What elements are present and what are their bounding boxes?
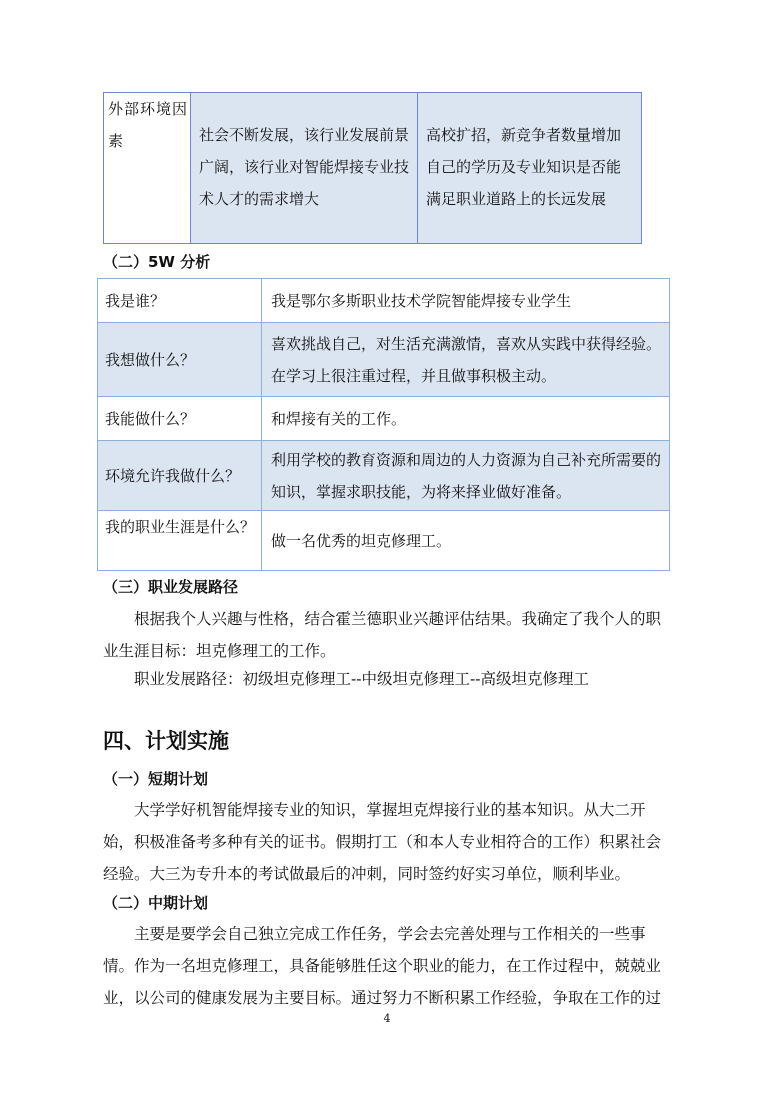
answer-cell: 我是鄂尔多斯职业技术学院智能焊接专业学生 (262, 279, 670, 323)
table-cell: 社会不断发展，该行业发展前景广阔，该行业对智能焊接专业技术人才的需求增大 (191, 93, 418, 244)
environment-table (103, 92, 642, 244)
table-row (104, 93, 642, 244)
section-heading-5w: （二）5W 分析 (103, 253, 211, 271)
table-row (98, 279, 670, 323)
question-cell: 环境允许我做什么？ (98, 441, 262, 511)
5w-analysis-table (97, 278, 670, 571)
section-heading-short: （一）短期计划 (103, 770, 209, 788)
question-cell: 我是谁？ (98, 279, 262, 323)
table-row (98, 323, 670, 397)
question-cell: 我想做什么？ (98, 323, 262, 397)
paragraph: 大学学好机智能焊接专业的知识，掌握坦克焊接行业的基本知识。从大二开始，积极准备考多种有关的证书。假期打工（和本人专业相符合的工作）积累社会经验。大三为专升本的考试做最后的冲刺，同时签约好实习单位，顺利毕业。 (103, 801, 662, 883)
section-heading-mid: （二）中期计划 (103, 894, 209, 912)
table-cell: 高校扩招，新竞争者数量增加自己的学历及专业知识是否能满足职业道路上的长远发展 (418, 93, 642, 244)
question-cell: 我的职业生涯是什么？ (98, 511, 262, 571)
row-label: 外部环境因素 (104, 93, 191, 244)
table-row (98, 511, 670, 571)
question-cell: 我能做什么？ (98, 397, 262, 441)
section-heading-path: （三）职业发展路径 (103, 578, 239, 596)
table-row (98, 397, 670, 441)
chapter-title: 四、计划实施 (103, 729, 229, 753)
paragraph: 职业发展路径：初级坦克修理工--中级坦克修理工--高级坦克修理工 (134, 670, 589, 688)
page-number: 4 (383, 1012, 391, 1025)
answer-cell: 喜欢挑战自己，对生活充满激情，喜欢从实践中获得经验。在学习上很注重过程，并且做事积极主动。 (262, 323, 670, 397)
answer-cell: 利用学校的教育资源和周边的人力资源为自己补充所需要的知识，掌握求职技能，为将来择业做好准备。 (262, 441, 670, 511)
answer-cell: 和焊接有关的工作。 (262, 397, 670, 441)
answer-cell: 做一名优秀的坦克修理工。 (262, 511, 670, 571)
table-row (98, 441, 670, 511)
paragraph: 根据我个人兴趣与性格，结合霍兰德职业兴趣评估结果。我确定了我个人的职业生涯目标：坦克修理工的工作。 (103, 610, 662, 660)
paragraph: 主要是要学会自己独立完成工作任务，学会去完善处理与工作相关的一些事情。作为一名坦克修理工，具备能够胜任这个职业的能力，在工作过程中，兢兢业业，以公司的健康发展为主要目标。通过努力不断积累工作经验，争取在工作的过 (103, 925, 662, 1007)
